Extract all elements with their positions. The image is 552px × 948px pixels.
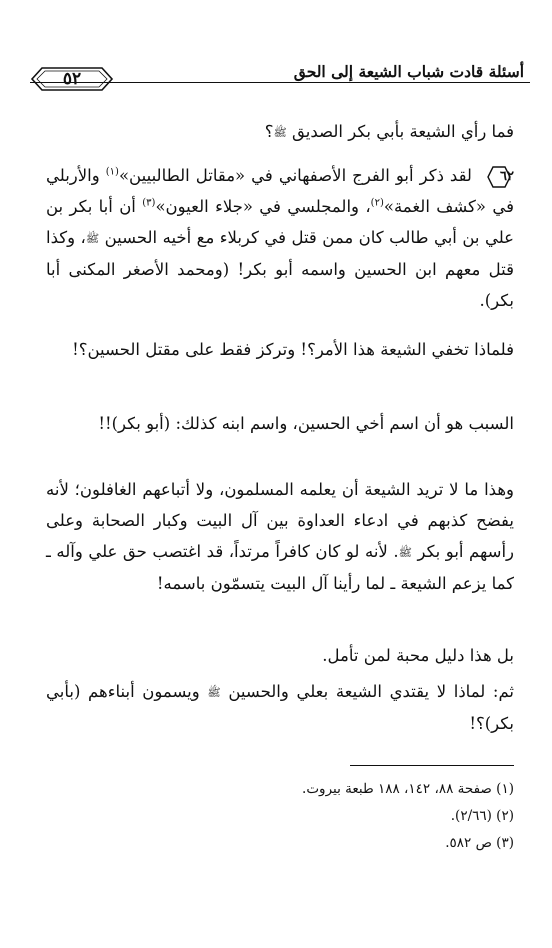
page-number-badge [30,64,114,94]
question-1-text: فما رأي الشيعة بأبي بكر الصديق [292,122,514,141]
footnote-ref-1: (١) [105,166,119,178]
paragraph-evidence [46,640,514,671]
para62-sentence-3: ، والمجلسي في «جلاء العيون» [155,197,371,216]
question-1 [46,116,514,148]
book-title: أسئلة قادت شباب الشيعة إلى الحق [293,62,524,81]
footnote-separator [350,765,514,766]
paragraph-evidence-text: بل هذا دليل محبة لمن تأمل. [322,646,514,665]
honorific-glyph: ﷺ [207,686,221,699]
question-3-sentence-1: ثم: لماذا لا يقتدي الشيعة بعلي والحسين [228,682,515,701]
para62-sentence-1: لقد ذكر أبو الفرج الأصفهاني في «مقاتل الطالبيين» [118,166,472,185]
page-number: ٥٢ [62,69,82,89]
question-1-mark: ؟ [264,122,274,141]
footnote-ref-3: (٣) [142,197,156,209]
question-2 [46,334,514,365]
paragraph-reason-text: السبب هو أن اسم أخي الحسين، واسم ابنه كذلك: (أبو بكر)!! [98,414,514,433]
footnote-ref-2: (٢) [370,197,384,209]
paragraph-explanation [46,474,514,599]
footnotes [200,776,514,857]
footnote-1: (١) صفحة ٨٨، ١٤٢، ١٨٨ طبعة بيروت. [302,781,514,797]
question-2-text: فلماذا تخفي الشيعة هذا الأمر؟! وتركز فقط على مقتل الحسين؟! [72,340,514,359]
paragraph-62 [46,160,514,316]
para62-sentence-5: ، وكذا قتل معهم ابن الحسين واسمه أبو بكر! (ومحمد الأصغر المكنى أبا بكر). [46,228,514,310]
para62-sentence-4: أن أبا بكر بن علي بن أبي طالب كان ممن قتل في كربلاء مع أخيه الحسين [46,197,515,247]
explanation-sentence-1: وهذا ما لا تريد الشيعة أن يعلمه المسلمون، ولا أتباعهم الغافلون؛ لأنه يفضح كذبهم في ادعاء العداوة بين آل البيت وكبار الصحابة وعلى رأسهم أبو بكر [46,480,515,561]
page-header [30,56,530,96]
paragraph-number-badge [484,165,514,189]
honorific-glyph: ﷺ [273,126,287,139]
explanation-sentence-2: . لأنه لو كان كافراً مرتداً، قد اغتصب حق علي وآله ـ كما يزعم الشيعة ـ لما رأينا آل البيت يتسمّون باسمه! [46,542,514,593]
footnote-2: (٢) (٢/٦٦). [450,808,514,824]
paragraph-question-3 [46,676,514,739]
honorific-glyph: ﷺ [85,232,100,245]
paragraph-reason [46,408,514,439]
footnote-3: (٣) ص ٥٨٢. [445,835,514,851]
honorific-glyph: ﷺ [398,546,412,559]
paragraph-number: ٦٢ [500,168,514,184]
header-rule [30,82,530,83]
question-3-sentence-2: ويسمون أبناءهم (بأبي بكر)؟! [46,682,514,733]
para62-sentence-2: والأربلي في «كشف الغمة» [46,166,514,216]
